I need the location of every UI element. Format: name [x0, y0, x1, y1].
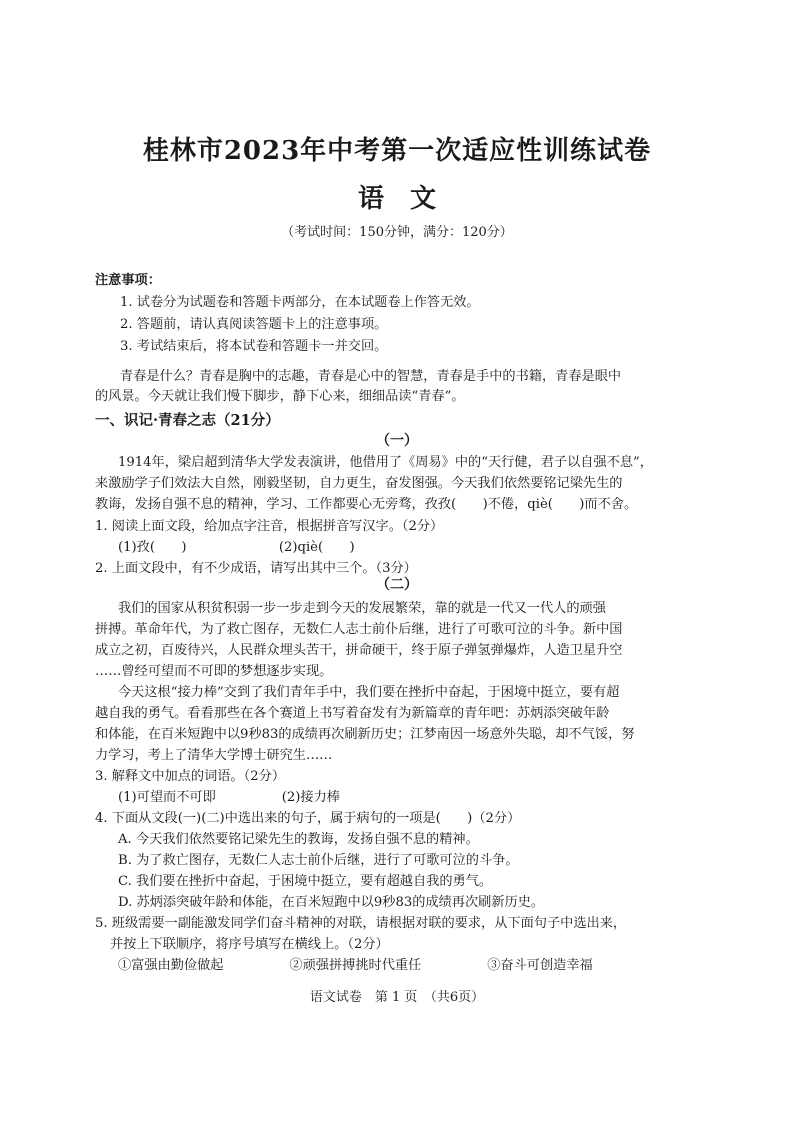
- intro-line-1: 青春是什么？青春是胸中的志趣，青春是心中的智慧，青春是手中的书籍，青春是眼中: [120, 369, 622, 384]
- exam-subject: 语文: [357, 184, 462, 214]
- section1-heading: 一、识记·青春之志（21分）: [95, 412, 280, 429]
- part2-line-3: 成立之初，百废待兴，人民群众埋头苦干，拼命硬干，终于原子弹氢弹爆炸，人造卫星升空: [95, 643, 623, 658]
- question-1-blanks: (1)孜( ) (2)qiè( ): [118, 540, 355, 555]
- notice-item-3: 3. 考试结束后，将本试卷和答题卡一并交回。: [120, 339, 388, 354]
- page-footer: 语文试卷 第 1 页 （共6页）: [309, 990, 485, 1005]
- part2-line-8: 力学习，考上了清华大学博士研究生……: [95, 748, 333, 763]
- part1-line-2: 来激励学子们效法大自然，刚毅坚韧，自力更生，奋发图强。今天我们依然要铭记梁先生的: [95, 476, 623, 491]
- part1-line-3: 教诲，发扬自强不息的精神，学习、工作都要心无旁骛，孜孜( )不倦，qiè( )而不舍。: [95, 497, 638, 512]
- question-5-options: ①富强由勤俭做起 ②顽强拼搏挑时代重任 ③奋斗可创造幸福: [118, 958, 593, 973]
- part1-line-1: 1914年，梁启超到清华大学发表演讲，他借用了《周易》中的“天行健，君子以自强不息”，: [118, 455, 653, 470]
- notice-item-1: 1. 试卷分为试题卷和答题卡两部分，在本试题卷上作答无效。: [120, 295, 480, 310]
- question-4-option-c: C. 我们要在挫折中奋起，于困境中挺立，要有超越自我的勇气。: [118, 874, 493, 889]
- question-1: 1. 阅读上面文段，给加点字注音，根据拼音写汉字。（2分）: [95, 519, 444, 534]
- part2-line-6: 越自我的勇气。看看那些在各个赛道上书写着奋发有为新篇章的青年吧：苏炳添突破年龄: [95, 706, 610, 721]
- notice-item-2: 2. 答题前，请认真阅读答题卡上的注意事项。: [120, 317, 388, 332]
- part2-line-4: ……曾经可望而不可即的梦想逐步实现。: [95, 664, 333, 679]
- part2-label: （二）: [376, 577, 418, 593]
- question-2: 2. 上面文段中，有不少成语，请写出其中三个。（3分）: [95, 561, 417, 576]
- part2-line-5: 今天这根“接力棒”交到了我们青年手中，我们要在挫折中奋起，于困境中挺立，要有超: [118, 685, 620, 700]
- part2-line-2: 拼搏。革命年代，为了救亡图存，无数仁人志士前仆后继，进行了可歌可泣的斗争。新中国: [95, 622, 623, 637]
- question-4: 4. 下面从文段(一)(二)中选出来的句子，属于病句的一项是( )（2分）: [95, 811, 521, 826]
- intro-line-2: 的风景。今天就让我们慢下脚步，静下心来，细细品读“青春”。: [95, 389, 465, 404]
- part1-label: （一）: [376, 433, 418, 449]
- question-4-option-b: B. 为了救亡图存，无数仁人志士前仆后继，进行了可歌可泣的斗争。: [118, 853, 519, 868]
- part2-line-1: 我们的国家从积贫积弱一步一步走到今天的发展繁荣，靠的就是一代又一代人的顽强: [118, 601, 606, 616]
- notice-heading: 注意事项：: [95, 273, 161, 288]
- question-3: 3. 解释文中加点的词语。（2分）: [95, 769, 286, 784]
- question-3-items: (1)可望而不可即 (2)接力棒: [118, 790, 340, 805]
- question-4-option-a: A. 今天我们依然要铭记梁先生的教诲，发扬自强不息的精神。: [118, 832, 479, 847]
- question-5-line-2: 并按上下联顺序，将序号填写在横线上。（2分）: [110, 937, 389, 952]
- part2-line-7: 和体能，在百米短跑中以9秒83的成绩再次刷新历史；江梦南因一场意外失聪，却不气馁，努: [95, 727, 635, 742]
- exam-title: 桂林市2023年中考第一次适应性训练试卷: [142, 136, 652, 166]
- question-4-option-d: D. 苏炳添突破年龄和体能，在百米短跑中以9秒83的成绩再次刷新历史。: [118, 895, 545, 910]
- exam-meta: （考试时间：150分钟，满分：120分）: [281, 225, 513, 240]
- question-5-line-1: 5. 班级需要一副能激发同学们奋斗精神的对联，请根据对联的要求，从下面句子中选出来，: [95, 916, 627, 931]
